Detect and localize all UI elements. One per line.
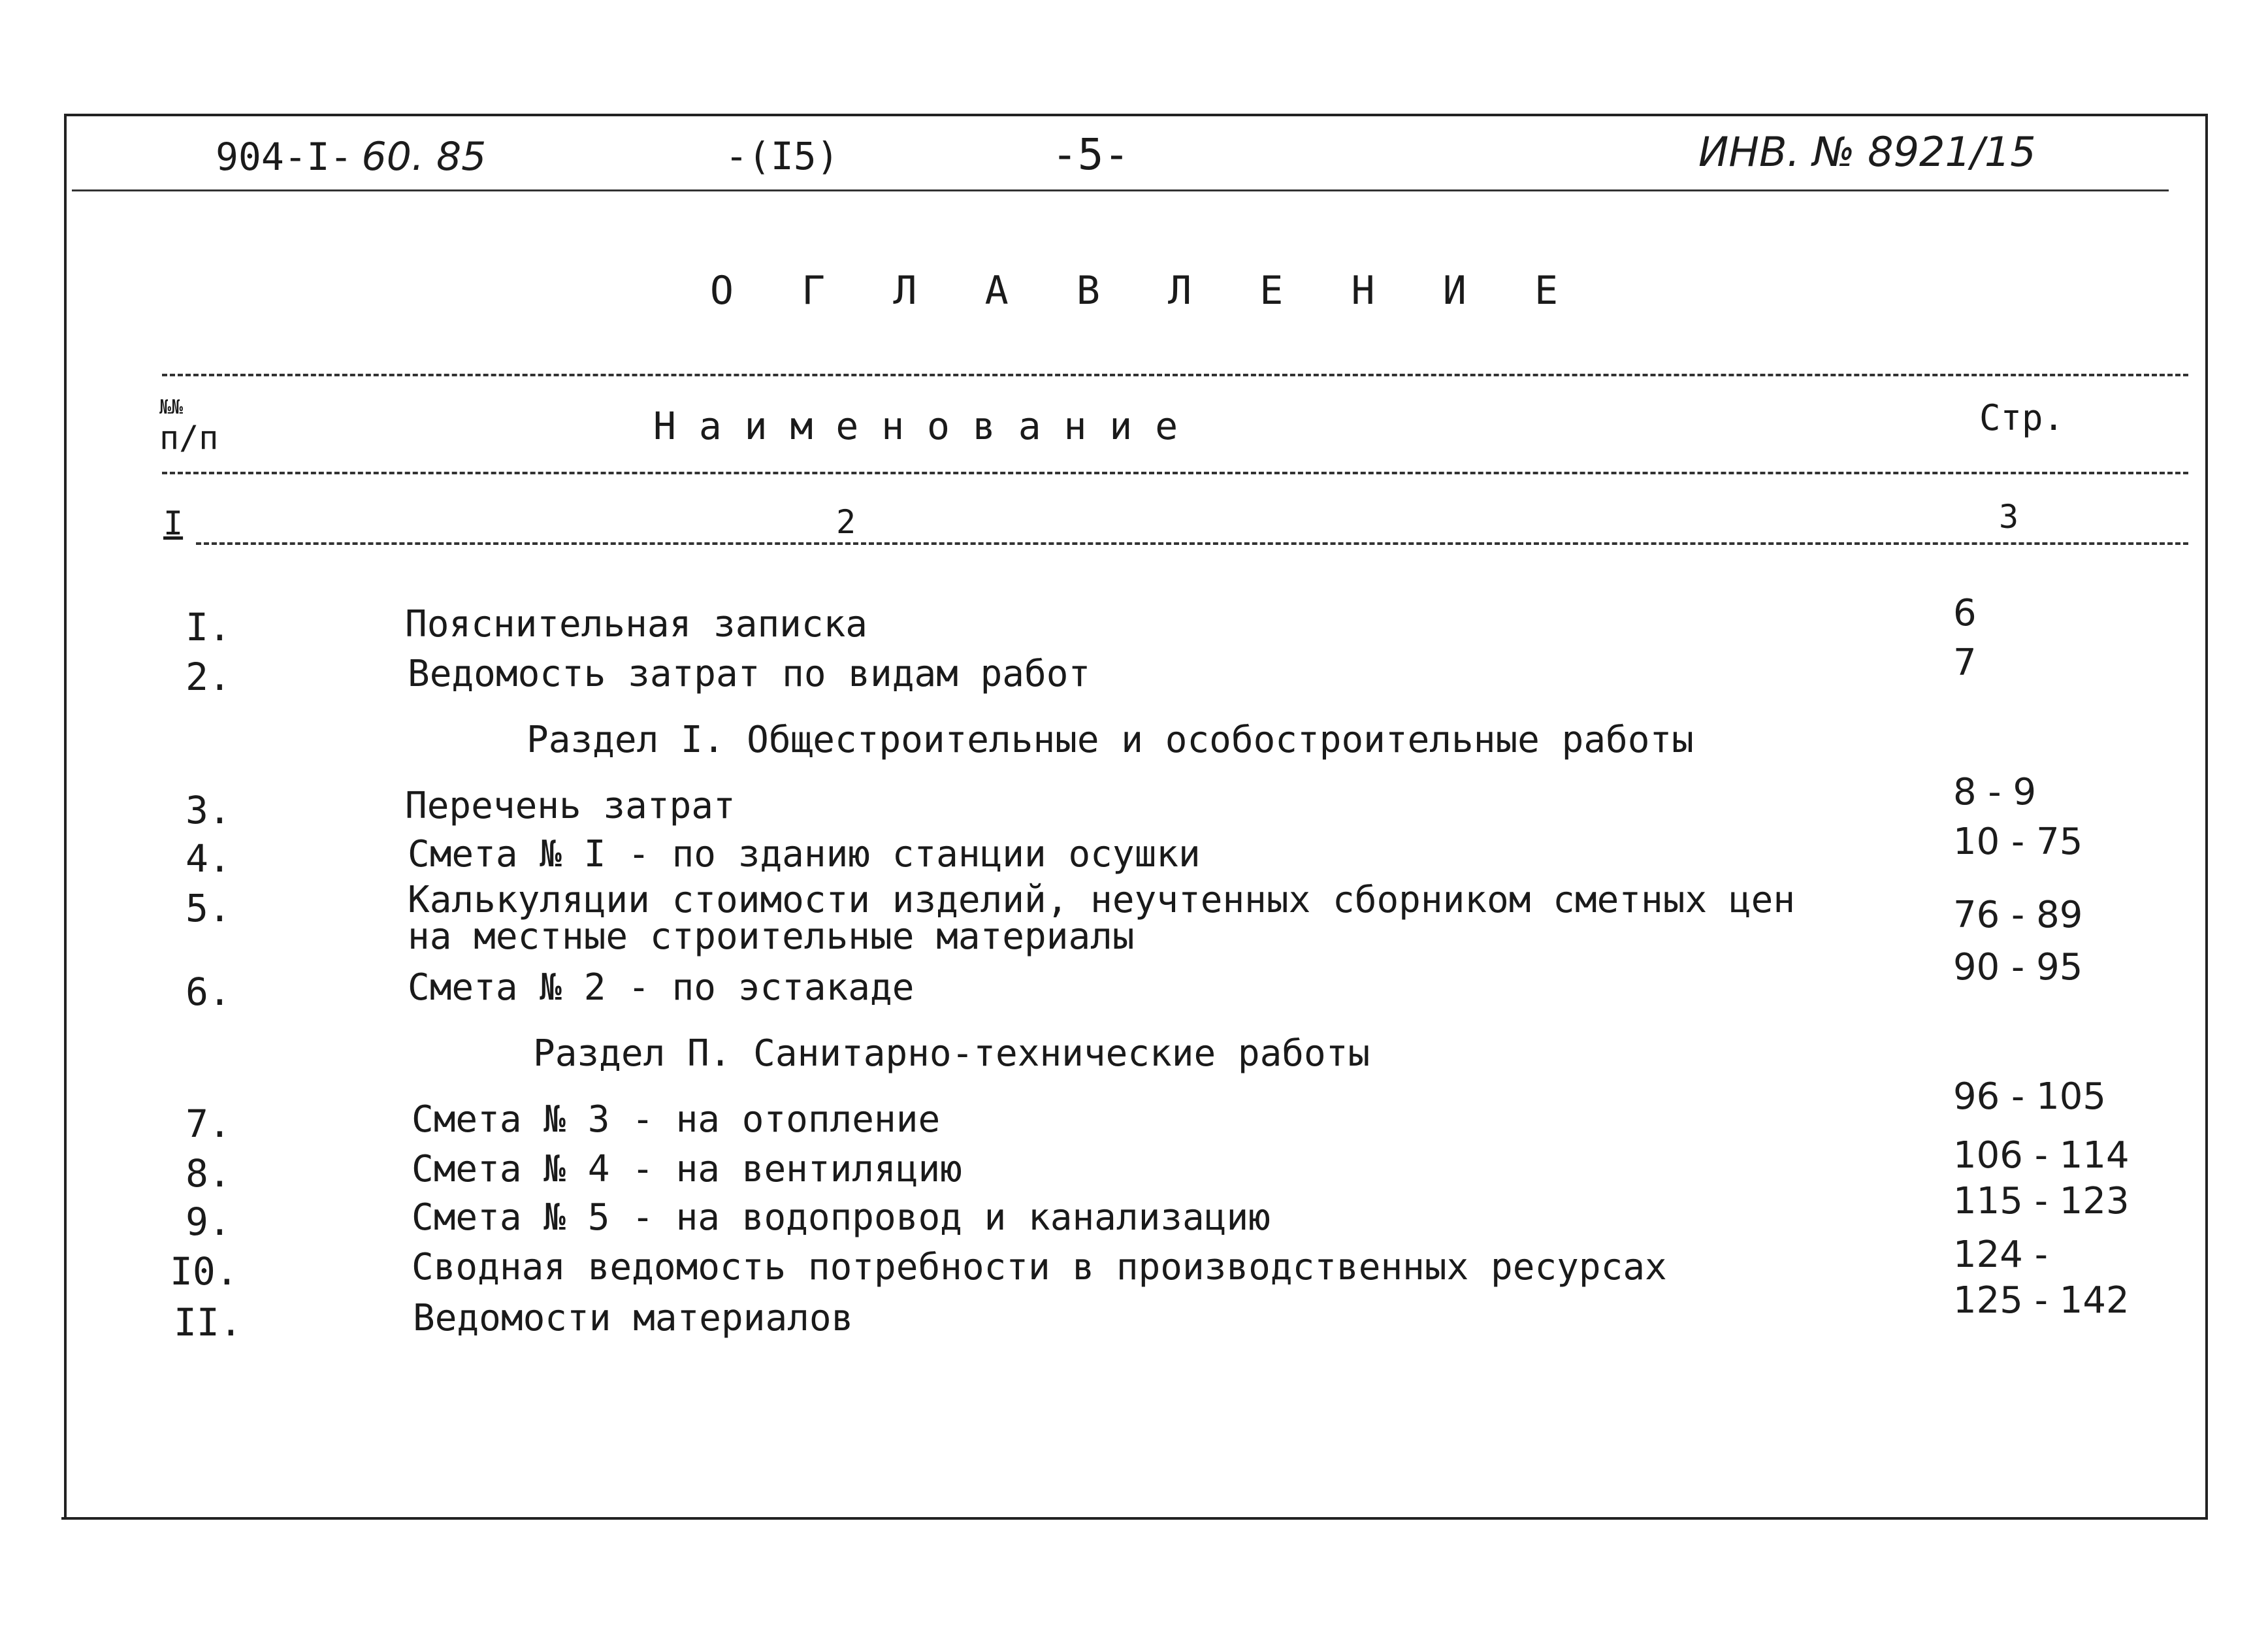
page-number: -5- [1052, 129, 1130, 180]
item-title: Ведомости материалов [413, 1297, 854, 1339]
frame-top-line [65, 114, 2208, 116]
item-number: II. [174, 1300, 242, 1345]
col-name-header: Н а и м е н о в а н и е [653, 404, 1178, 448]
col-num-header-line1: №№ [159, 396, 184, 419]
item-title: Пояснительная записка [405, 603, 868, 646]
item-pages: 10 - 75 [1953, 821, 2083, 863]
item-pages: 90 - 95 [1953, 946, 2083, 989]
item-pages: 7 [1953, 642, 1977, 684]
item-number: 9. [186, 1200, 231, 1244]
item-pages: 6 [1953, 592, 1977, 634]
col-num-header [159, 396, 218, 456]
item-number: 8. [186, 1151, 231, 1196]
doc-code-printed: 904-I- [216, 135, 353, 179]
table-head-bottom-rule [196, 542, 2188, 545]
frame-right-line [2205, 114, 2208, 1518]
item-title: Смета № 2 - по эстакаде [408, 966, 915, 1009]
doc-code-handwritten: 60. 85 [361, 134, 487, 180]
item-pages: 124 - [1953, 1234, 2048, 1276]
item-title-continued: на местные строительные материалы [408, 915, 1135, 958]
item-number: 3. [186, 788, 231, 832]
item-number: 2. [186, 655, 231, 699]
item-title: Перечень затрат [405, 785, 736, 827]
item-pages: 8 - 9 [1953, 771, 2037, 813]
header-rule [72, 189, 2169, 191]
item-number: I. [186, 605, 231, 649]
page-title: О Г Л А В Л Е Н И Е [709, 268, 1581, 314]
frame-bottom-line [61, 1517, 2208, 1520]
table-head-mid-rule [162, 472, 2188, 474]
item-title: Ведомость затрат по видам работ [408, 653, 1091, 695]
item-title: Смета № 3 - на отопление [412, 1098, 941, 1141]
item-pages: 115 - 123 [1953, 1180, 2130, 1222]
item-pages: 96 - 105 [1953, 1075, 2106, 1118]
inventory-number: ИНВ. № 8921/15 [1698, 128, 2036, 176]
col-index-3: 3 [1999, 498, 2019, 536]
table-head-top-rule [162, 374, 2188, 376]
item-title: Калькуляции стоимости изделий, неучтенных сборником сметных цен [408, 879, 1796, 921]
col-num-header-line2: п/п [159, 419, 219, 457]
section-title-2: Раздел П. Санитарно-технические работы [533, 1032, 1370, 1075]
item-title: Сводная ведомость потребности в производственных ресурсах [412, 1246, 1667, 1288]
item-title: Смета № 4 - на вентиляцию [412, 1148, 962, 1190]
item-title: Смета № I - по зданию станции осушки [408, 833, 1201, 875]
item-pages: 106 - 114 [1953, 1134, 2130, 1177]
item-pages: 125 - 142 [1953, 1279, 2130, 1322]
item-number: 6. [186, 970, 231, 1014]
doc-code [216, 134, 486, 180]
item-title: Смета № 5 - на водопровод и канализацию [412, 1196, 1271, 1239]
item-number: I0. [170, 1249, 238, 1294]
item-number: 7. [186, 1102, 231, 1146]
frame-left-line [64, 114, 67, 1518]
section-title-1: Раздел I. Общестроительные и особостроительные работы [526, 719, 1694, 761]
col-page-header: Стр. [1979, 397, 2065, 438]
part-number: -(I5) [725, 134, 839, 178]
col-index-2: 2 [836, 503, 856, 541]
item-number: 4. [186, 836, 231, 881]
item-number: 5. [186, 886, 231, 930]
col-index-1: I [163, 504, 184, 542]
item-pages: 76 - 89 [1953, 894, 2083, 936]
